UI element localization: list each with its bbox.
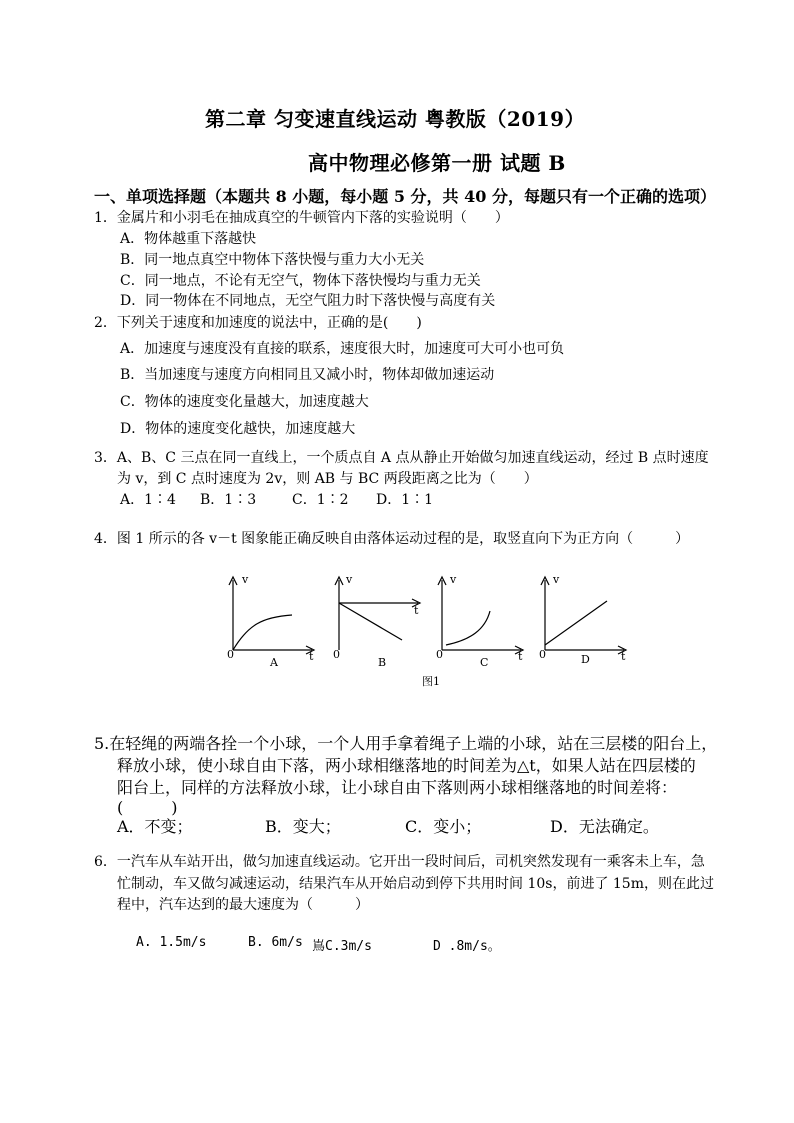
graph-a-label: A xyxy=(270,656,278,669)
question-5-option-a: A．不变； xyxy=(117,817,193,836)
question-5-stem-line-3: 阳台上，同样的方法释放小球，让小球自由下落则两小球相继落地的时间差将： xyxy=(117,778,678,797)
graph-c-v-label: v xyxy=(450,573,457,586)
question-4-stem: 4．图 1 所示的各 v－t 图象能正确反映自由落体运动过程的是，取竖直向下为正方向（ ） xyxy=(94,531,690,547)
question-2-option-c: C．物体的速度变化量越大，加速度越大 xyxy=(120,394,369,410)
question-6-option-a: A. 1.5m/s xyxy=(136,935,207,950)
question-6-stem-line-2: 忙制动，车又做匀减速运动，结果汽车从开始启动到停下共用时间 10s，前进了 15m，则在此过 xyxy=(117,876,714,892)
question-6-stem-line-3: 程中，汽车达到的最大速度为（ ） xyxy=(117,897,369,913)
question-3-option-c: C．1∶2 xyxy=(292,492,349,508)
question-1-option-b: B．同一地点真空中物体下落快慢与重力大小无关 xyxy=(120,252,425,268)
question-2-option-a: A．加速度与速度没有直接的联系，速度很大时，加速度可大可小也可负 xyxy=(120,341,565,357)
question-5-stem-line-1: 5.在轻绳的两端各拴一个小球，一个人用手拿着绳子上端的小球，站在三层楼的阳台上， xyxy=(94,734,718,753)
question-1-option-c: C．同一地点，不论有无空气，物体下落快慢均与重力无关 xyxy=(120,273,481,289)
question-3-option-b: B．1∶3 xyxy=(200,492,257,508)
question-2-option-b: B．当加速度与速度方向相同且又减小时，物体却做加速运动 xyxy=(120,367,495,383)
document-subtitle: 高中物理必修第一册 试题 B xyxy=(308,151,566,175)
question-3-option-a: A．1∶4 xyxy=(120,492,176,508)
question-5-option-d: D．无法确定。 xyxy=(550,817,659,836)
graph-c-t-label: t xyxy=(518,650,523,663)
question-5-option-b: B．变大； xyxy=(265,817,341,836)
question-5-stem-line-4: ( ) xyxy=(117,798,178,817)
section-heading: 一、单项选择题（本题共 8 小题，每小题 5 分，共 40 分，每题只有一个正确的选项） xyxy=(94,187,716,206)
question-6-option-c: 嶌C.3m/s xyxy=(312,939,372,954)
question-6-option-b: B. 6m/s xyxy=(248,935,303,950)
graph-a-v-label: v xyxy=(242,573,249,586)
question-1-option-d: D．同一物体在不同地点，无空气阻力时下落快慢与高度有关 xyxy=(120,293,496,309)
graph-c-origin: 0 xyxy=(436,648,443,661)
graph-b-v-label: v xyxy=(346,573,353,586)
question-3-stem-line-1: 3．A、B、C 三点在同一直线上，一个质点自 A 点从静止开始做匀加速直线运动，经过 B 点时速度 xyxy=(94,450,709,466)
question-1-option-a: A．物体越重下落越快 xyxy=(120,231,257,247)
graph-b-t-label: t xyxy=(414,604,419,617)
question-2-stem: 2．下列关于速度和加速度的说法中，正确的是( ) xyxy=(94,315,422,331)
question-3-option-d: D．1∶1 xyxy=(376,492,434,508)
question-6-stem-line-1: 6．一汽车从车站开出，做匀加速直线运动。它开出一段时间后，司机突然发现有一乘客未上车，急 xyxy=(94,854,705,870)
question-5-stem-line-2: 释放小球，使小球自由下落，两小球相继落地的时间差为△t，如果人站在四层楼的 xyxy=(117,756,696,775)
question-3-stem-line-2: 为 v，到 C 点时速度为 2v，则 AB 与 BC 两段距离之比为（ ） xyxy=(117,471,538,487)
question-1-stem: 1．金属片和小羽毛在抽成真空的牛顿管内下落的实验说明（ ） xyxy=(94,210,509,226)
graph-d-v-label: v xyxy=(553,573,560,586)
figure-caption: 图1 xyxy=(422,675,440,688)
graph-d-t-label: t xyxy=(621,650,626,663)
graph-b-origin: 0 xyxy=(333,648,340,661)
document-title: 第二章 匀变速直线运动 粤教版（2019） xyxy=(205,107,586,131)
question-2-option-d: D．物体的速度变化越快，加速度越大 xyxy=(120,421,356,437)
question-5-option-c: C．变小； xyxy=(405,817,482,836)
question-6-option-d: D .8m/s。 xyxy=(433,939,501,954)
graph-c-label: C xyxy=(480,656,489,669)
graph-a-t-label: t xyxy=(309,650,314,663)
graph-a-origin: 0 xyxy=(227,648,234,661)
graph-d-label: D xyxy=(581,653,590,666)
graph-d-origin: 0 xyxy=(539,648,546,661)
graph-b-label: B xyxy=(378,656,387,669)
